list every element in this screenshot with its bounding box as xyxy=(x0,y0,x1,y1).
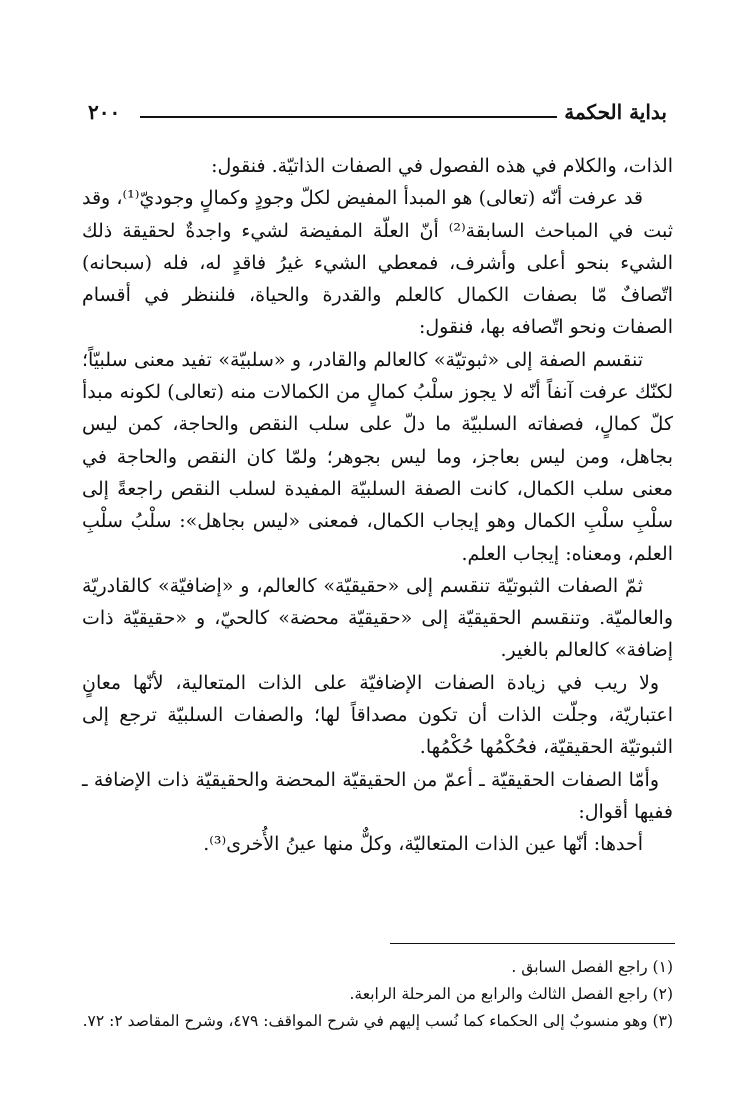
page-number: ٢٠٠ xyxy=(88,100,121,124)
footnote-separator xyxy=(390,943,675,944)
main-text xyxy=(82,150,673,861)
footnote: (٢) راجع الفصل الثالث والرابع من المرحلة الرابعة. xyxy=(349,985,673,1003)
paragraph: ثمّ الصفات الثبوتيّة تنقسم إلى «حقيقيّة» كالعالم، و «إضافيّة» كالقادريّة والعالميّة. وتنقسم الحقيقيّة إلى «حقيقيّة محضة» كالحيّ، و «حقيقيّة ذات إضافة» كالعالم بالغير. xyxy=(82,574,673,662)
paragraph: أحدها: أنّها عين الذات المتعاليّة، وكلٌّ منها عينُ الأُخرى⁽³⁾. xyxy=(203,833,643,856)
paragraph: الذات، والكلام في هذه الفصول في الصفات الذاتيّة. فنقول: xyxy=(211,155,673,177)
footnotes xyxy=(82,954,673,1035)
paragraph: تنقسم الصفة إلى «ثبوتيّة» كالعالم والقادر، و «سلبيّة» تفيد معنى سلبيّاً؛ لكنّك عرفت آنفاً أنّه لا يجوز سلْبُ كمالٍ من الكمالات منه (تعالى) لكونه مبدأ كلّ كمالٍ، فصفاته السلبيّة ما دلّ على سلب النقص والحاجة، كمن ليس بجاهل، ومن ليس بعاجز، وما ليس بجوهر؛ ولمّا كان النقص والحاجة في معنى سلب الكمال، كانت الصفة السلبيّة المفيدة لسلب النقص راجعةً إلى سلْبِ سلْبِ الكمال وهو إيجاب الكمال، فمعنى «ليس بجاهل»: سلْبُ سلْبِ العلم، ومعناه: إيجاب العلم. xyxy=(82,348,673,565)
paragraph: وأمّا الصفات الحقيقيّة ـ أعمّ من الحقيقيّة المحضة والحقيقيّة ذات الإضافة ـ ففيها أقوال: xyxy=(82,768,673,823)
footnote: (١) راجع الفصل السابق . xyxy=(511,958,673,976)
footnote: (٣) وهو منسوبٌ إلى الحكماء كما نُسب إليهم في شرح المواقف: ٤٧٩، وشرح المقاصد ٢: ٧٢. xyxy=(82,1012,673,1030)
paragraph: قد عرفت أنّه (تعالى) هو المبدأ المفيض لكلّ وجودٍ وكمالٍ وجوديّ⁽¹⁾، وقد ثبت في المباحث السابقة⁽²⁾ أنّ العلّة المفيضة لشيء واجدةٌ لحقيقة ذلك الشيء بنحو أعلى وأشرف، فمعطي الشيء غيرُ فاقدٍ له، فله (سبحانه) اتّصافٌ مّا بصفات الكمال كالعلم والقدرة والحياة، فلننظر في أقسام الصفات ونحو اتّصافه بها، فنقول: xyxy=(82,187,673,339)
book-title: بداية الحكمة xyxy=(564,100,667,124)
header-rule xyxy=(140,116,557,118)
paragraph: ولا ريب في زيادة الصفات الإضافيّة على الذات المتعالية، لأنّها معانٍ اعتباريّة، وجلّت الذات أن تكون مصداقاً لها؛ والصفات السلبيّة ترجع إلى الثبوتيّة الحقيقيّة، فحُكْمُها حُكْمُها. xyxy=(82,671,673,759)
running-header xyxy=(88,100,667,130)
